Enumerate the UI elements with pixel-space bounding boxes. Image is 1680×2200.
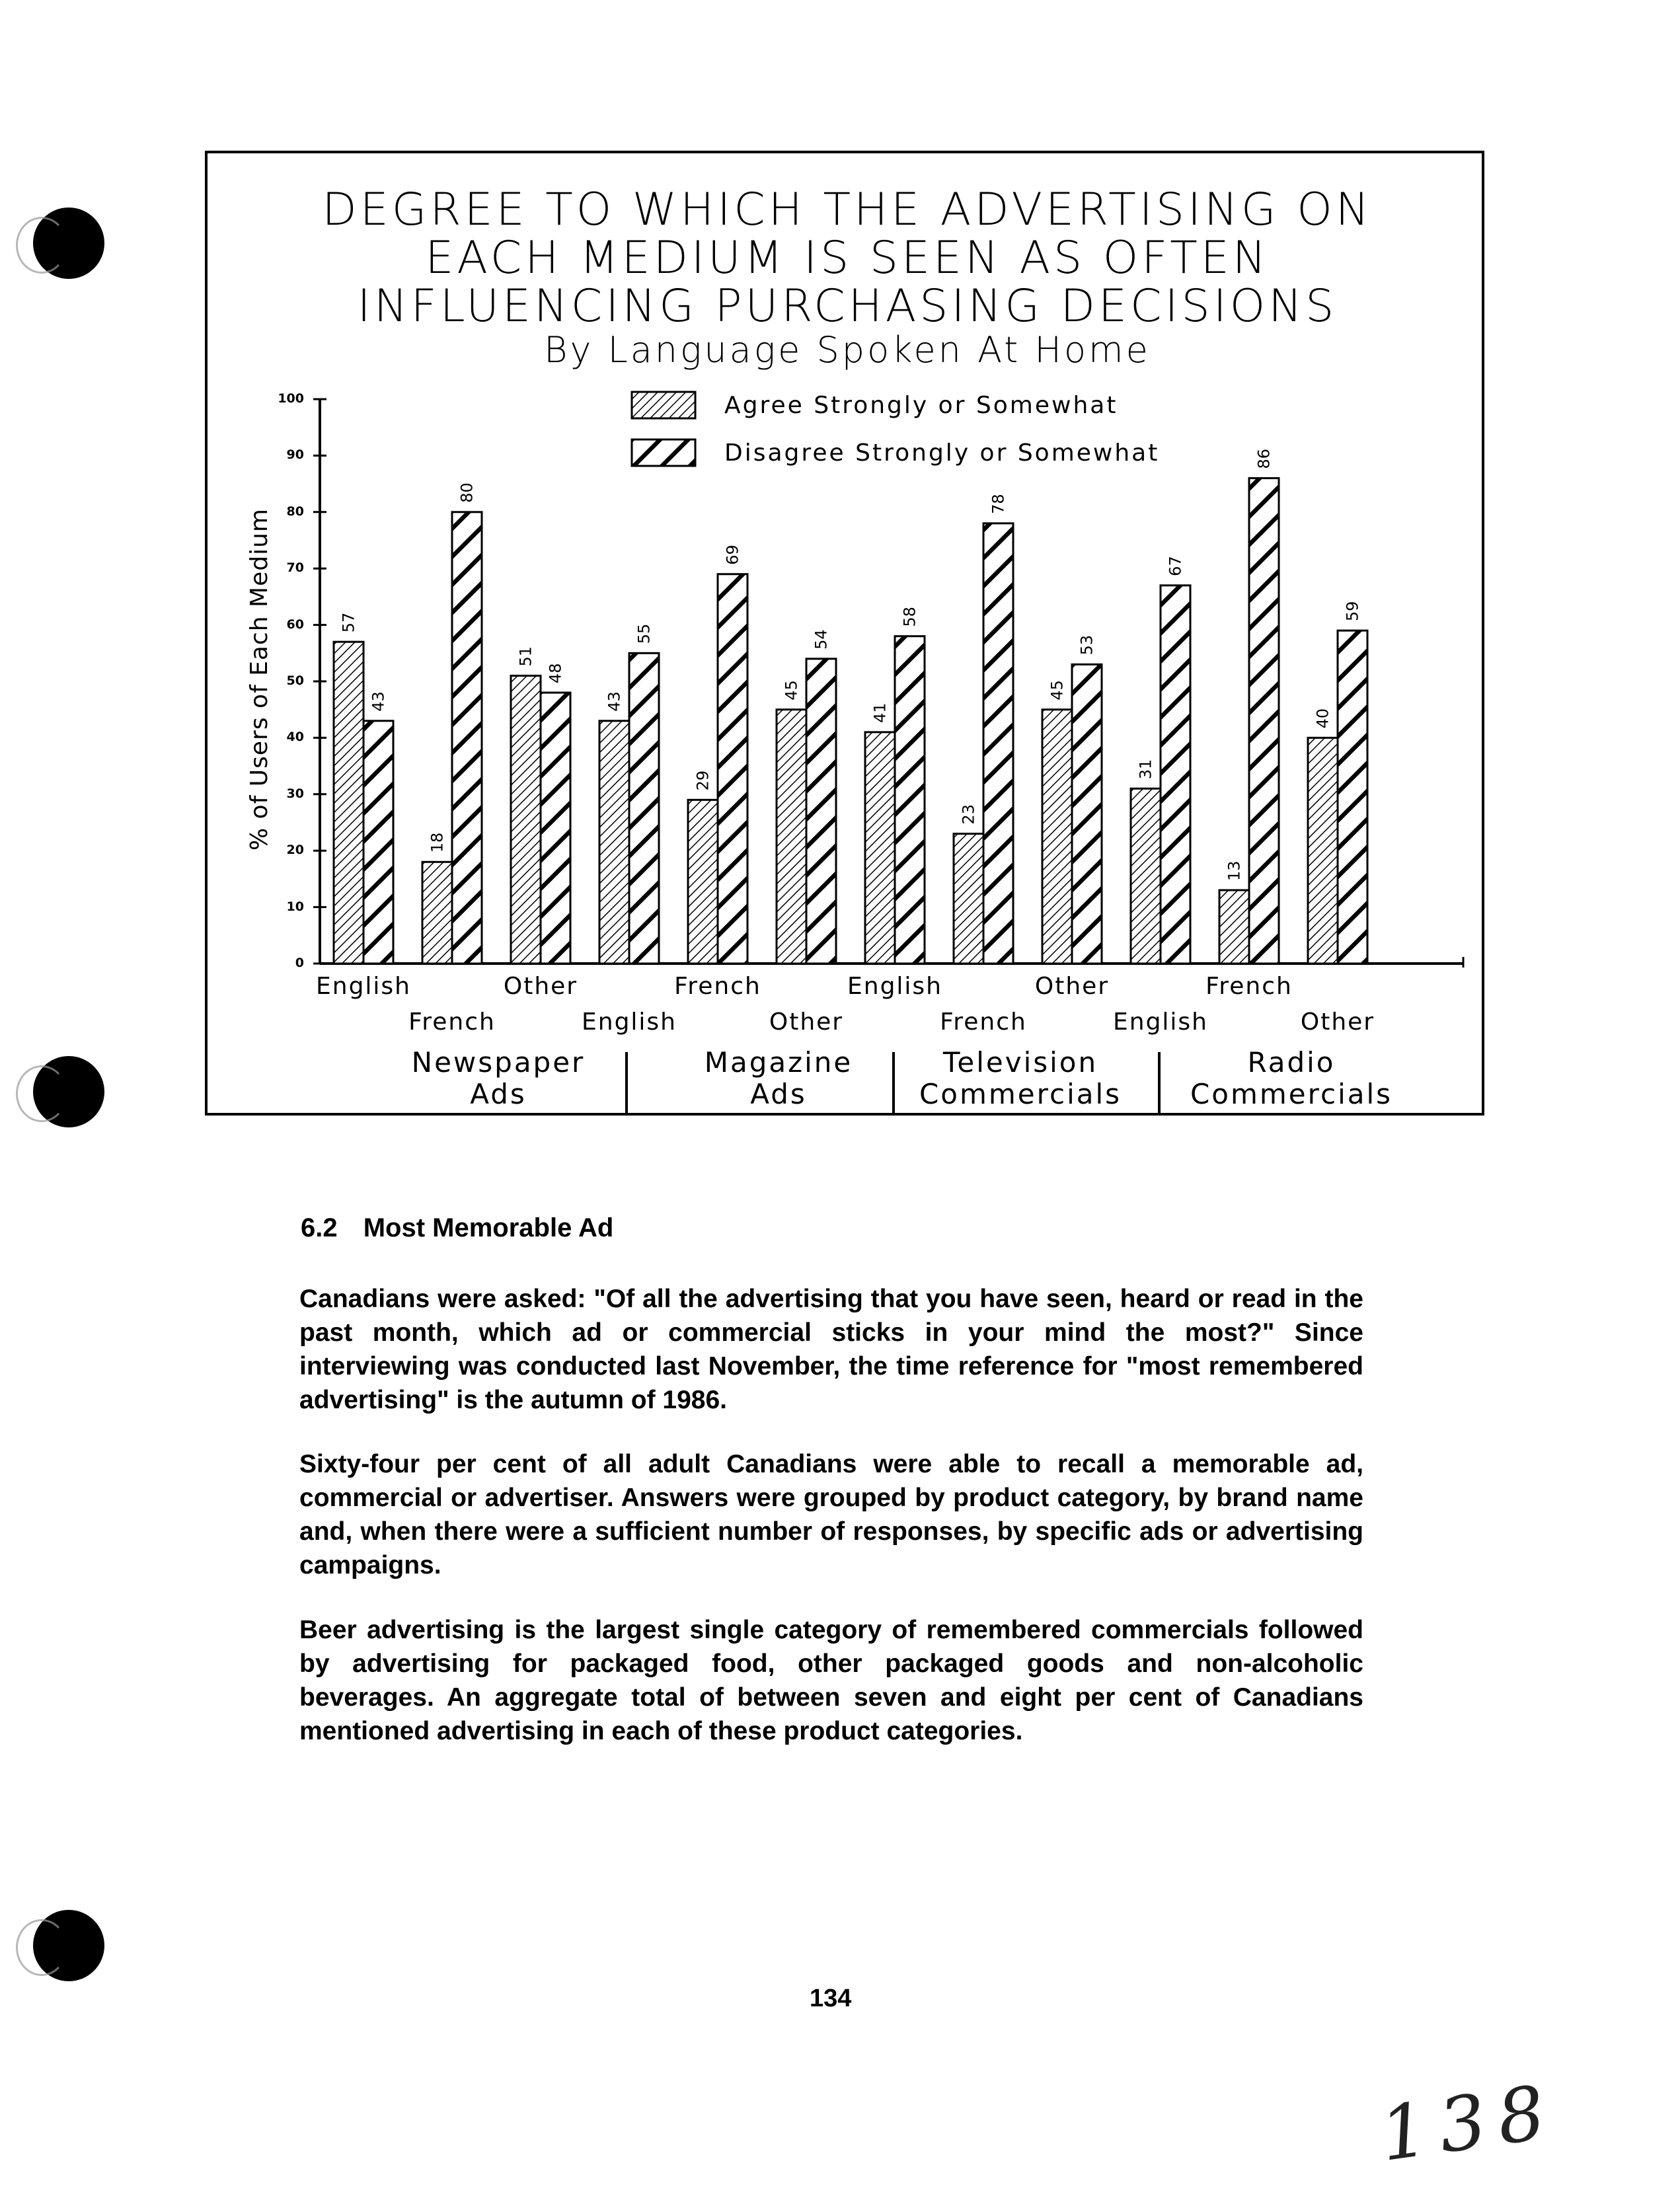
chart-title-line-2: EACH MEDIUM IS SEEN AS OFTEN: [425, 232, 1270, 284]
bar-disagree-5: [718, 574, 747, 964]
bar-agree-7: [865, 732, 895, 964]
value-label-bar-disagree-4: 55: [634, 623, 654, 644]
chart-subtitle: By Language Spoken At Home: [544, 329, 1151, 371]
value-label-bar-agree-7: 41: [870, 702, 890, 723]
value-label-bar-agree-1: 57: [339, 612, 358, 633]
category-label-5: French: [674, 973, 761, 1000]
y-axis-title: % of Users of Each Medium: [246, 508, 273, 851]
bar-disagree-11: [1249, 478, 1279, 964]
bar-agree-10: [1131, 788, 1161, 964]
category-label-2: French: [408, 1008, 496, 1036]
bar-agree-11: [1219, 890, 1249, 964]
section-heading: [301, 1213, 613, 1243]
value-label-bar-agree-9: 45: [1048, 680, 1067, 701]
category-label-3: Other: [503, 973, 578, 1000]
category-label-8: French: [940, 1008, 1027, 1036]
paragraph-1: Canadians were asked: "Of all the advertising that you have seen, heard or read in the past month, which ad or commercial sticks in your mind the most?" Since interviewing was conducted last November, the time reference for "most remembered advertising" is the autumn of 1986.: [299, 1285, 1363, 1414]
legend-agree: [630, 390, 1118, 420]
y-tick-label: 90: [286, 447, 304, 463]
paragraph-2: Sixty-four per cent of all adult Canadians were able to recall a memorable ad, commercial or advertiser. Answers were grouped by product category, by brand name and, when there were a sufficient number of responses, by specific ads or advertising campaigns.: [299, 1450, 1363, 1579]
value-label-bar-agree-6: 45: [782, 680, 801, 701]
group-separator-1: [625, 1052, 628, 1116]
group-label-magazine: Magazine Ads: [704, 1046, 853, 1110]
category-label-7: English: [847, 973, 942, 1000]
bar-disagree-2: [452, 512, 482, 964]
bar-disagree-8: [983, 523, 1013, 964]
value-label-bar-disagree-11: 86: [1254, 449, 1274, 469]
value-label-bar-agree-10: 31: [1136, 759, 1155, 780]
group-label-television: Television Commercials: [919, 1046, 1122, 1110]
value-label-bar-disagree-3: 48: [546, 663, 565, 684]
y-tick-label: 40: [286, 730, 304, 745]
y-tick-label: 30: [286, 786, 304, 801]
punch-hole-middle: [33, 1056, 104, 1127]
value-label-bar-disagree-2: 80: [457, 482, 477, 503]
value-label-bar-agree-3: 51: [516, 646, 535, 667]
category-label-6: Other: [769, 1008, 844, 1036]
bar-disagree-6: [806, 659, 836, 964]
value-label-bar-disagree-6: 54: [812, 629, 831, 650]
bar-agree-2: [422, 862, 452, 964]
bar-disagree-7: [895, 636, 925, 964]
chart-title-line-3: INFLUENCING PURCHASING DECISIONS: [357, 280, 1338, 332]
bar-agree-12: [1308, 738, 1338, 964]
chart-title-line-1: DEGREE TO WHICH THE ADVERTISING ON: [322, 184, 1373, 236]
bar-disagree-3: [541, 693, 570, 964]
value-label-bar-disagree-8: 78: [989, 494, 1008, 514]
legend-disagree-swatch: [630, 438, 697, 467]
group-label-newspaper: Newspaper Ads: [411, 1046, 586, 1110]
paragraph-3: Beer advertising is the largest single category of remembered commercials followed by advertising for packaged food, other packaged goods and non-alcoholic beverages. An aggregate total of between seven and eight per cent of Canadians mentioned advertising in each of these product categories.: [299, 1616, 1363, 1745]
value-label-bar-disagree-7: 58: [900, 607, 919, 627]
y-tick-label: 10: [286, 899, 304, 914]
value-label-bar-agree-11: 13: [1225, 860, 1244, 881]
punch-hole-bottom: [33, 1910, 104, 1981]
handwritten-page-number: 138: [1375, 2068, 1562, 2179]
section-title: Most Memorable Ad: [363, 1213, 614, 1242]
bar-agree-1: [334, 642, 363, 964]
y-tick-label: 20: [286, 843, 304, 858]
y-tick-label: 50: [286, 673, 304, 688]
bar-disagree-4: [629, 653, 659, 964]
value-label-bar-agree-8: 23: [959, 804, 978, 825]
bar-disagree-9: [1072, 664, 1102, 964]
y-tick-label: 80: [286, 504, 304, 519]
punch-hole-top: [33, 208, 104, 279]
page-number: 134: [810, 1985, 852, 2012]
value-label-bar-agree-12: 40: [1313, 708, 1332, 729]
group-separator-3: [1158, 1052, 1161, 1116]
category-label-11: French: [1205, 973, 1293, 1000]
legend-disagree-label: Disagree Strongly or Somewhat: [724, 439, 1160, 467]
value-label-bar-disagree-9: 53: [1077, 634, 1096, 656]
value-label-bar-disagree-12: 59: [1343, 601, 1362, 622]
legend-agree-label: Agree Strongly or Somewhat: [724, 391, 1118, 419]
legend-agree-swatch: [630, 391, 697, 420]
bar-agree-9: [1042, 710, 1072, 964]
y-tick-label: 60: [286, 617, 304, 632]
category-label-10: English: [1113, 1008, 1208, 1036]
bar-agree-4: [599, 721, 629, 964]
section-number: 6.2: [301, 1213, 338, 1242]
category-label-12: Other: [1300, 1008, 1375, 1036]
value-label-bar-disagree-5: 69: [723, 545, 742, 565]
bar-disagree-1: [363, 721, 393, 964]
value-label-bar-disagree-1: 43: [369, 691, 388, 712]
category-label-4: English: [582, 1008, 677, 1036]
legend-disagree: [630, 437, 1159, 468]
value-label-bar-disagree-10: 67: [1166, 556, 1185, 576]
chart-frame: [205, 151, 1484, 1116]
category-label-9: Other: [1034, 973, 1110, 1000]
bar-agree-3: [511, 675, 541, 964]
value-label-bar-agree-4: 43: [605, 691, 624, 712]
y-tick-label: 100: [278, 391, 304, 406]
bar-disagree-10: [1161, 586, 1190, 964]
bar-agree-8: [954, 834, 983, 964]
category-label-1: English: [316, 973, 411, 1000]
bar-agree-6: [777, 710, 806, 964]
bar-agree-5: [688, 800, 718, 964]
value-label-bar-agree-2: 18: [428, 832, 447, 853]
y-tick-label: 0: [295, 956, 304, 970]
value-label-bar-agree-5: 29: [693, 770, 712, 791]
bar-disagree-12: [1338, 630, 1367, 964]
y-tick-label: 70: [286, 560, 304, 576]
group-label-radio: Radio Commercials: [1190, 1046, 1393, 1110]
group-separator-2: [892, 1052, 895, 1116]
